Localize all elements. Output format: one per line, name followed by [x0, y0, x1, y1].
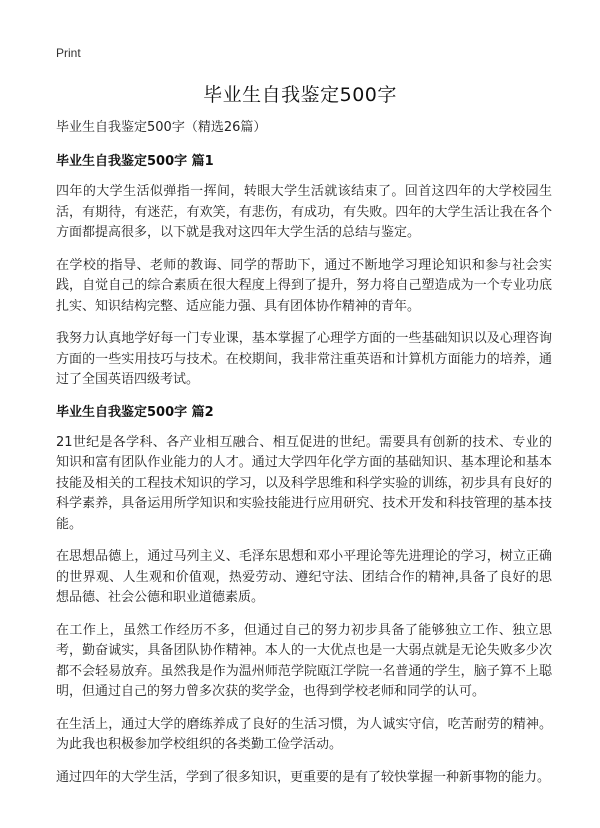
section-heading: 毕业生自我鉴定500字 篇1	[56, 154, 214, 169]
section-2	[56, 403, 552, 789]
paragraph: 在生活上，通过大学的磨练养成了良好的生活习惯，为人诚实守信，吃苦耐劳的精神。为此我也积极参加学校组织的各类勤工俭学活动。	[56, 716, 552, 752]
paragraph: 21世纪是各学科、各产业相互融合、相互促进的世纪。需要具有创新的技术、专业的知识和富有团队作业能力的人才。通过大学四年化学方面的基础知识、基本理论和基本技能及相关的工程技术知识的学习，以及科学思维和科学实验的训练，初步具有良好的科学素养，具备运用所学知识和实验技能进行应用研究、技术开发和科技管理的基本技能。	[56, 434, 552, 532]
paragraph: 我努力认真地学好每一门专业课，基本掌握了心理学方面的一些基础知识以及心理咨询方面的一些实用技巧与技术。在校期间，我非常注重英语和计算机方面能力的培养，通过了全国英语四级考试。	[56, 331, 552, 387]
section-heading: 毕业生自我鉴定500字 篇2	[56, 404, 214, 420]
section-1	[56, 152, 552, 391]
paragraph: 在工作上，虽然工作经历不多，但通过自己的努力初步具备了能够独立工作、独立思考，勤奋诚实，具备团队协作精神。本人的一大优点也是一大弱点就是无论失败多少次都不会轻易放弃。虽然我是作为温州师范学院瓯江学院一名普通的学生，脑子算不上聪明，但通过自己的努力曾多次获的奖学金，也得到学校老师和同学的认可。	[56, 622, 552, 699]
document-subtitle: 毕业生自我鉴定500字（精选26篇）	[56, 120, 267, 135]
document-content	[56, 118, 552, 800]
document-title: 毕业生自我鉴定500字	[203, 84, 397, 106]
paragraph: 在思想品德上，通过马列主义、毛泽东思想和邓小平理论等先进理论的学习，树立正确的世界观、人生观和价值观，热爱劳动、遵纪守法、团结合作的精神,具备了良好的思想品德、社会公德和职业道德素质。	[56, 549, 552, 605]
paragraph: 通过四年的大学生活，学到了很多知识，更重要的是有了较快掌握一种新事物的能力。	[56, 769, 551, 785]
paragraph: 在学校的指导、老师的教诲、同学的帮助下，通过不断地学习理论知识和参与社会实践，自觉自己的综合素质在很大程度上得到了提升，努力将自己塑造成为一个专业功底扎实、知识结构完整、适应能力强、具有团体协作精神的青年。	[56, 257, 552, 314]
print-label: Print	[56, 46, 81, 60]
paragraph: 四年的大学生活似弹指一挥间，转眼大学生活就该结束了。回首这四年的大学校园生活，有期待，有迷茫，有欢笑，有悲伤，有成功，有失败。四年的大学生活让我在各个方面都提高很多，以下就是我对这四年大学生活的总结与鉴定。	[56, 184, 552, 240]
